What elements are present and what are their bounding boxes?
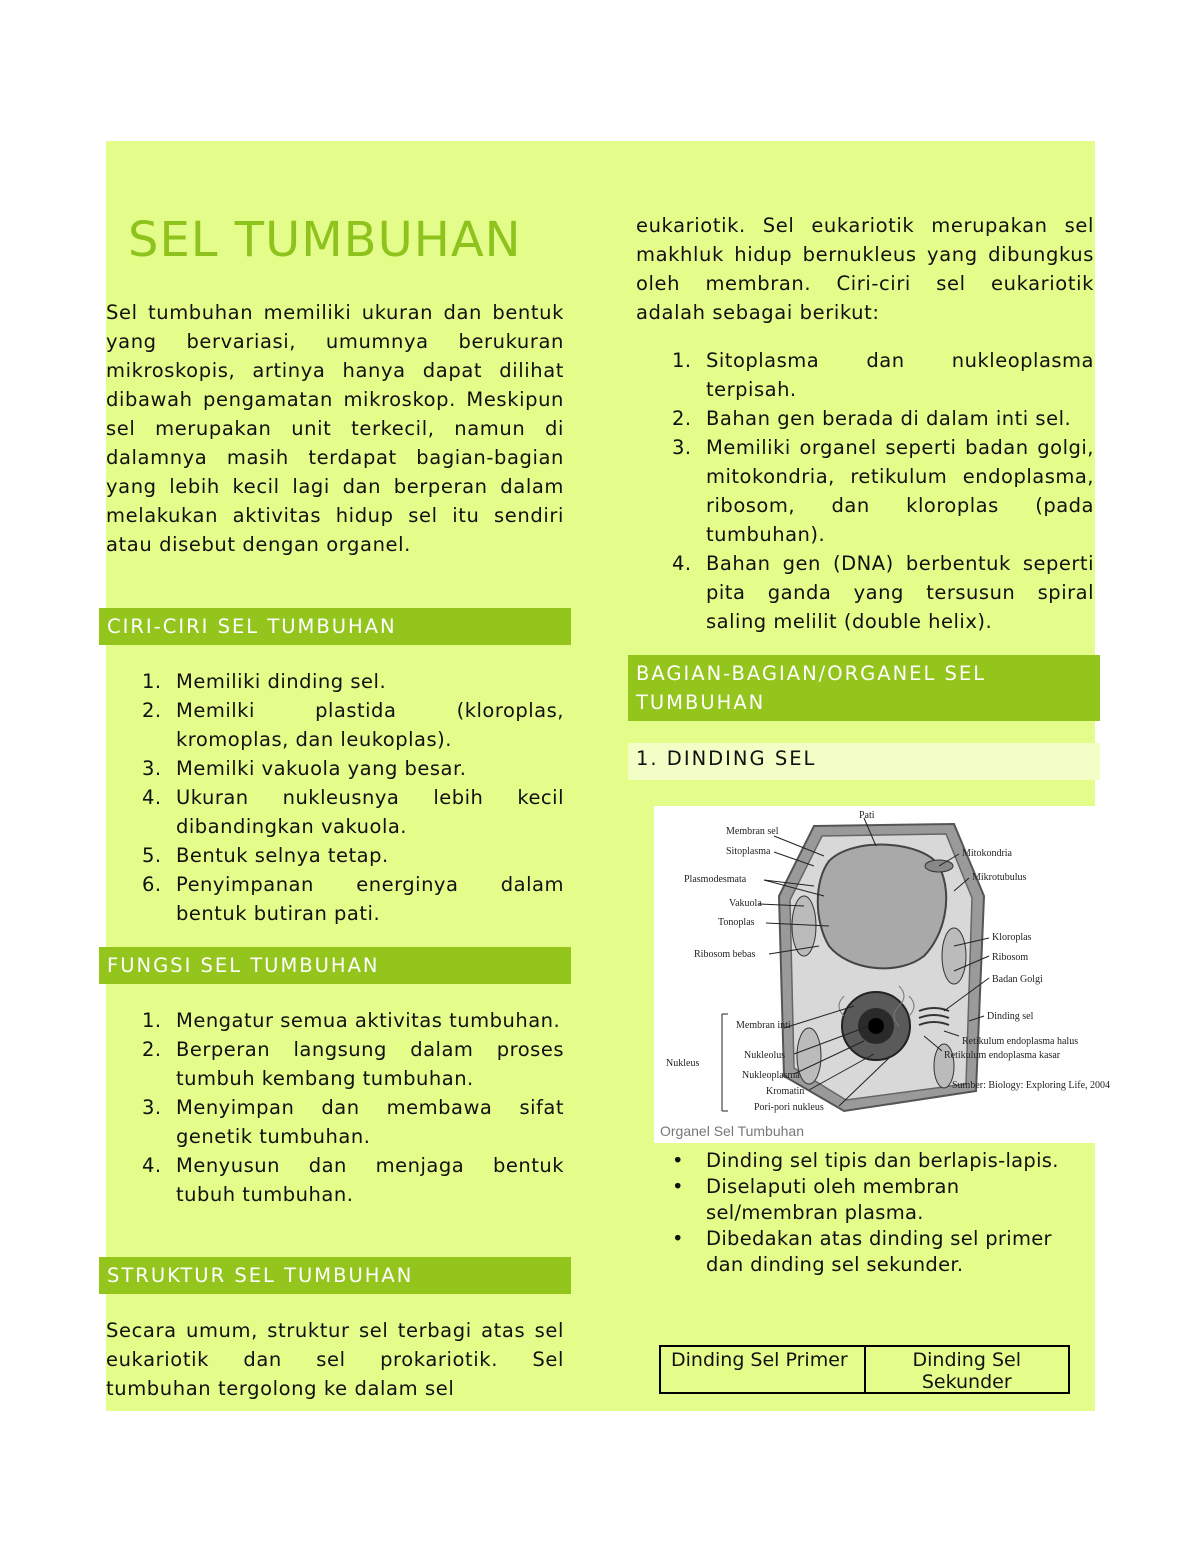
list-item: 5. Bentuk selnya tetap. (142, 844, 389, 867)
label-re-halus: Retikulum endoplasma halus (962, 1036, 1079, 1047)
label-sitoplasma: Sitoplasma (726, 846, 771, 857)
label-vakuola: Vakuola (729, 898, 762, 909)
dinding-sel-heading: 1. DINDING SEL (628, 743, 1100, 780)
plant-cell-diagram (654, 806, 1116, 1143)
label-mitokondria: Mitokondria (962, 848, 1012, 859)
label-sumber: Sumber: Biology: Exploring Life, 2004 (952, 1080, 1111, 1091)
label-nukleus: Nukleus (666, 1058, 700, 1069)
dinding-points-list (636, 1148, 1094, 1278)
label-kromatin: Kromatin (766, 1086, 805, 1097)
table-header-primer: Dinding Sel Primer (671, 1349, 848, 1371)
ciri-heading: CIRI-CIRI SEL TUMBUHAN (99, 608, 571, 645)
label-tonoplas: Tonoplas (718, 917, 755, 928)
label-plasmodesmata: Plasmodesmata (684, 874, 747, 885)
fungsi-heading: FUNGSI SEL TUMBUHAN (99, 947, 571, 984)
dinding-sel-table (659, 1345, 1070, 1394)
label-ribosom: Ribosom (992, 952, 1029, 963)
table-header-sekunder: Dinding Sel Sekunder (864, 1347, 1069, 1392)
list-item: 3. Memilki vakuola yang besar. (142, 757, 467, 780)
struktur-heading: STRUKTUR SEL TUMBUHAN (99, 1257, 571, 1294)
label-membran-inti: Membran inti (736, 1020, 791, 1031)
eukariotik-paragraph: eukariotik. Sel eukariotik merupakan sel makhluk hidup bernukleus yang dibungkus oleh membran. Ciri-ciri sel eukariotik adalah sebagai berikut: (636, 214, 1094, 324)
ciri-list (106, 667, 564, 928)
list-item: • Dibedakan atas dinding sel primer dan dinding sel sekunder. (672, 1227, 1052, 1276)
list-item: 3. Menyimpan dan membawa sifat genetik tumbuhan. (142, 1096, 564, 1148)
label-nukleoplasma: Nukleoplasma (742, 1070, 800, 1081)
intro-paragraph: Sel tumbuhan memiliki ukuran dan bentuk yang bervariasi, umumnya berukuran mikroskopis, artinya hanya dapat dilihat dibawah pengamatan mikroskop. Meskipun sel merupakan unit terkecil, namun di dalamnya masih terdapat bagian-bagian yang lebih kecil lagi dan berperan dalam melakukan aktivitas hidup sel itu sendiri atau disebut dengan organel. (106, 301, 564, 556)
list-item: 4. Bahan gen (DNA) berbentuk seperti pita ganda yang tersusun spiral saling melilit (double helix). (672, 552, 1094, 633)
list-item: 2. Bahan gen berada di dalam inti sel. (672, 407, 1072, 430)
label-badan-golgi: Badan Golgi (992, 974, 1043, 985)
label-membran-sel: Membran sel (726, 826, 779, 837)
organel-heading: BAGIAN-BAGIAN/ORGANEL SEL TUMBUHAN (628, 655, 1100, 721)
list-item: 6. Penyimpanan energinya dalam bentuk butiran pati. (142, 873, 564, 925)
list-item: 1. Sitoplasma dan nukleoplasma terpisah. (672, 349, 1094, 401)
list-item: 1. Mengatur semua aktivitas tumbuhan. (142, 1009, 561, 1032)
label-dinding-sel: Dinding sel (987, 1011, 1034, 1022)
list-item: • Dinding sel tipis dan berlapis-lapis. (672, 1149, 1059, 1172)
list-item: 4. Menyusun dan menjaga bentuk tubuh tumbuhan. (142, 1154, 564, 1206)
fungsi-list (106, 1006, 564, 1209)
label-kloroplas: Kloroplas (992, 932, 1032, 943)
label-nukleolus: Nukleolus (744, 1050, 786, 1061)
label-mikrotubulus: Mikrotubulus (972, 872, 1027, 883)
label-pati: Pati (859, 810, 875, 821)
list-item: 2. Memilki plastida (kloroplas, kromoplas, dan leukoplas). (142, 699, 564, 751)
list-item: • Diselaputi oleh membran sel/membran plasma. (672, 1175, 960, 1224)
list-item: 1. Memiliki dinding sel. (142, 670, 387, 693)
figure-caption: Organel Sel Tumbuhan (660, 1123, 804, 1139)
label-re-kasar: Retikulum endoplasma kasar (944, 1050, 1061, 1061)
list-item: 4. Ukuran nukleusnya lebih kecil dibandingkan vakuola. (142, 786, 564, 838)
page-title: SEL TUMBUHAN (128, 212, 522, 268)
struktur-paragraph: Secara umum, struktur sel terbagi atas sel eukariotik dan sel prokariotik. Sel tumbuhan tergolong ke dalam sel (106, 1319, 564, 1400)
list-item: 2. Berperan langsung dalam proses tumbuh kembang tumbuhan. (142, 1038, 564, 1090)
organel-figure (654, 806, 1116, 1143)
list-item: 3. Memiliki organel seperti badan golgi, mitokondria, retikulum endoplasma, ribosom, dan kloroplas (pada tumbuhan). (672, 436, 1094, 546)
label-pori-pori-nukleus: Pori-pori nukleus (754, 1102, 824, 1113)
eukariotik-list (636, 346, 1094, 636)
label-ribosom-bebas: Ribosom bebas (694, 949, 756, 960)
